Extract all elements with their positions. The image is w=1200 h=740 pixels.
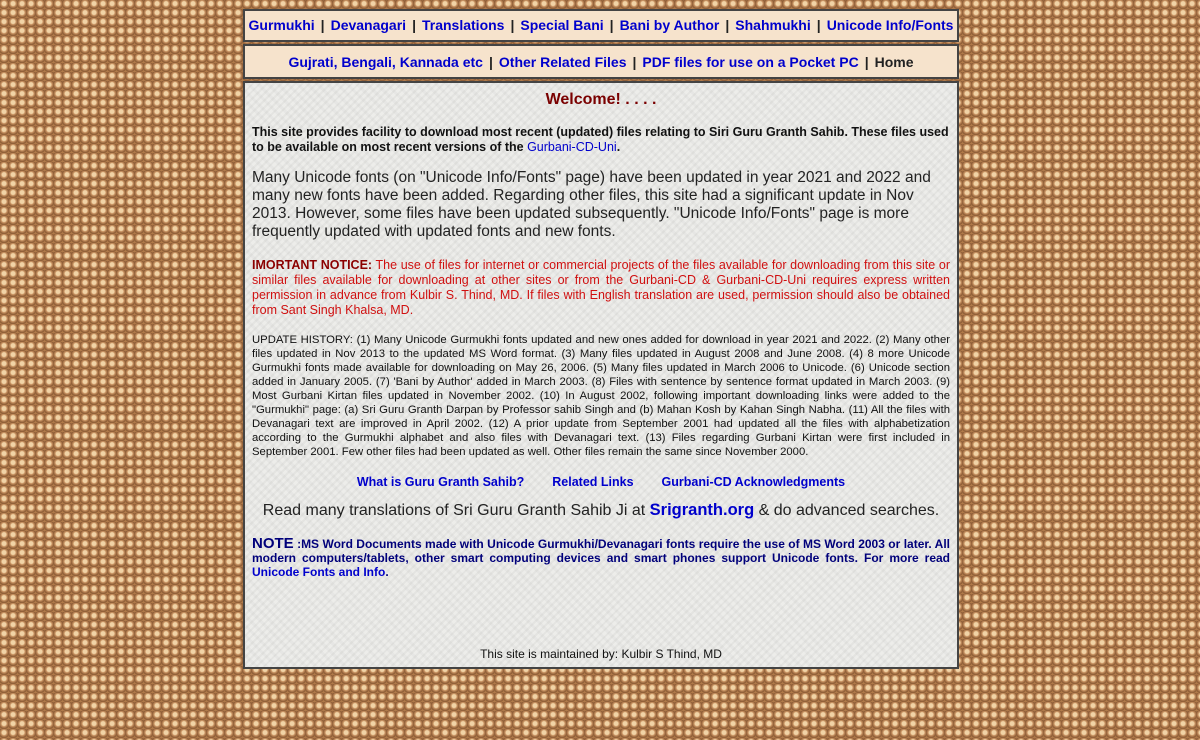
unicode-fonts-info-link[interactable]: Unicode Fonts and Info: [252, 565, 386, 579]
intro-paragraph: [252, 125, 950, 155]
nav-bani-by-author[interactable]: Bani by Author: [619, 17, 720, 33]
note-label: NOTE: [252, 535, 294, 552]
srigranth-promo: [252, 501, 950, 520]
notice-text: The use of files for internet or commercial projects of the files available for downloading from this site or similar files available for downloading at other sites or from the Gurbani-CD & Gurbani-CD-Uni requires express written permission in advance from Kulbir S. Thind, MD. If files with English translation are used, permission should also be obtained from Sant Singh Khalsa, MD.: [252, 258, 950, 317]
nav-shahmukhi[interactable]: Shahmukhi: [735, 17, 811, 33]
nav-separator: |: [320, 17, 325, 33]
nav-devanagari[interactable]: Devanagari: [330, 17, 407, 33]
srigranth-link[interactable]: Srigranth.org: [649, 501, 755, 519]
read-before: Read many translations of Sri Guru Granth Sahib Ji at: [262, 502, 650, 519]
ms-word-note: [252, 537, 950, 579]
nav-gujrati-bengali-kannada[interactable]: Gujrati, Bengali, Kannada etc: [288, 54, 483, 70]
notice-label: IMORTANT NOTICE:: [252, 258, 373, 272]
secondary-nav: [243, 44, 959, 79]
welcome-heading: Welcome! . . . .: [545, 91, 657, 108]
nav-separator: |: [632, 54, 637, 70]
nav-pdf-pocket-pc[interactable]: PDF files for use on a Pocket PC: [642, 54, 859, 70]
history-label: UPDATE HISTORY: [252, 334, 350, 346]
page-container: [243, 9, 959, 669]
update-history: [252, 333, 950, 459]
nav-translations[interactable]: Translations: [421, 17, 505, 33]
nav-gurmukhi[interactable]: Gurmukhi: [248, 17, 315, 33]
nav-separator: |: [412, 17, 416, 33]
nav-special-bani[interactable]: Special Bani: [520, 17, 604, 33]
history-text: : (1) Many Unicode Gurmukhi fonts updated and new ones added for download in year 2021 and 2022. (2) Many other files updated in Nov 2013 to the updated MS Word format. (3) Many files updated in August 2008 and June 2008. (4) 8 more Unicode Gurmukhi fonts made available for downloading on May 26, 2006. (5) Many files updated in March 2006 to Unicode. (6) Unicode section added in January 2005. (7) 'Bani by Author' added in March 2003. (8) Files with sentence by sentence format updated in March 2003. (9) Most Gurbani Kirtan files updated in November 2002. (10) In August 2002, following important downloading links were added to the "Gurmukhi" page: (a) Sri Guru Granth Darpan by Professor sahib Singh and (b) Mahan Kosh by Kahan Singh Nabha. (11) All the files with Devanagari text are improved in April 2002. (12) A prior update from September 2001 had updated all the files with alphabetization according to the Gurmukhi alphabet and also files with Devanagari text. (13) Files regarding Gurbani Kirtan were first included in September 2001. Few other files had been updated as well. Other files remain the same since November 2000.: [252, 334, 950, 458]
fonts-update-paragraph: Many Unicode fonts (on "Unicode Info/Fonts" page) have been updated in year 2021 and 2022 and many new fonts have been added. Regarding other files, this site had a significant update in Nov 2013. However, some files have been updated subsequently. "Unicode Info/Fonts" page is more frequently updated with updated fonts and new fonts.: [252, 169, 931, 240]
primary-nav: [243, 9, 959, 42]
nav-home-current: Home: [874, 54, 914, 70]
intro-end: .: [616, 140, 621, 154]
nav-separator: |: [510, 17, 515, 33]
nav-separator: |: [609, 17, 614, 33]
nav-separator: |: [488, 54, 493, 70]
nav-separator: |: [816, 17, 821, 33]
related-links-link[interactable]: Related Links: [552, 475, 634, 489]
important-notice: [252, 258, 950, 318]
info-links: [252, 475, 950, 489]
gurbani-cd-acknowledgments-link[interactable]: Gurbani-CD Acknowledgments: [661, 475, 846, 489]
main-content: [243, 81, 959, 669]
site-footer: This site is maintained by: Kulbir S Thind, MD: [480, 647, 722, 661]
nav-unicode-info-fonts[interactable]: Unicode Info/Fonts: [826, 17, 954, 33]
note-text: :MS Word Documents made with Unicode Gurmukhi/Devanagari fonts require the use of MS Word 2003 or later. All modern computers/tablets, other smart computing devices and smart phones support Unicode fonts. For more read: [252, 537, 950, 565]
gurbani-cd-uni-link[interactable]: Gurbani-CD-Uni: [527, 140, 617, 154]
intro-text: This site provides facility to download most recent (updated) files relating to Siri Guru Granth Sahib. These files used to be available on most recent versions of the: [252, 125, 949, 154]
nav-separator: |: [725, 17, 730, 33]
note-end: .: [385, 565, 389, 579]
what-is-guru-granth-sahib-link[interactable]: What is Guru Granth Sahib?: [356, 475, 525, 489]
nav-other-related-files[interactable]: Other Related Files: [498, 54, 627, 70]
nav-separator: |: [864, 54, 869, 70]
read-after: & do advanced searches.: [754, 502, 940, 519]
